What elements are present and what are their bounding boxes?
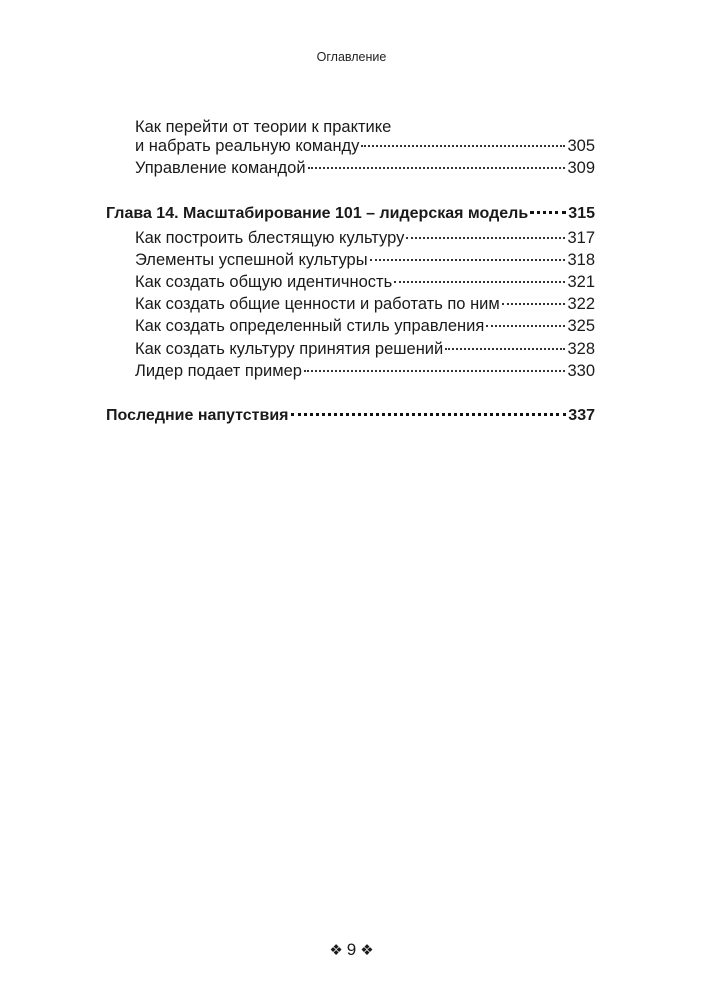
toc-entry[interactable] [135, 360, 595, 382]
dot-leader [530, 211, 566, 214]
page-folio [0, 940, 703, 960]
dot-leader [486, 325, 565, 327]
toc-entry[interactable] [135, 293, 595, 315]
toc-chapter-title: Последние напутствия [106, 407, 289, 424]
ornament-right-icon: ❖ [360, 941, 374, 959]
toc-page-number: 328 [567, 340, 595, 358]
toc-page-number: 321 [567, 273, 595, 291]
dot-leader [445, 348, 565, 350]
toc-entry-title: Как создать культуру принятия решений [135, 340, 444, 358]
toc-chapter-title: Глава 14. Масштабирование 101 – лидерская модель [106, 205, 529, 222]
dot-leader [361, 145, 565, 147]
toc-entry[interactable] [135, 338, 595, 360]
toc-entry[interactable] [135, 249, 595, 271]
toc-entry-title: Как создать общую идентичность [135, 273, 393, 291]
toc-page-number: 322 [567, 295, 595, 313]
toc-entry-title: Как построить блестящую культуру [135, 229, 405, 247]
dot-leader [502, 303, 566, 305]
dot-leader [308, 167, 566, 169]
dot-leader [394, 281, 565, 283]
toc-page-number: 325 [567, 317, 595, 335]
toc-page-number: 330 [567, 362, 595, 380]
toc-page-number: 315 [568, 205, 595, 222]
toc-page-number: 337 [568, 407, 595, 424]
toc-entry-title: и набрать реальную команду [135, 137, 360, 155]
dot-leader [406, 237, 565, 239]
toc-entry-title-line: Как перейти от теории к практике [135, 118, 392, 136]
running-head: Оглавление [316, 50, 387, 64]
toc-entry-title: Как создать общие ценности и работать по ним [135, 295, 500, 313]
toc-entry[interactable] [135, 135, 595, 157]
toc-page-number: 318 [567, 251, 595, 269]
toc-entry-title: Управление командой [135, 159, 306, 177]
toc-entry[interactable] [135, 315, 595, 337]
toc-entry-title: Элементы успешной культуры [135, 251, 368, 269]
page-number: 9 [346, 940, 357, 959]
toc-page-number: 305 [567, 137, 595, 155]
dot-leader [291, 413, 567, 416]
toc-entry[interactable] [135, 227, 595, 249]
toc-entry-title: Как создать определенный стиль управления [135, 317, 485, 335]
dot-leader [370, 259, 566, 261]
toc-chapter-entry[interactable] [106, 203, 595, 225]
toc-entry[interactable] [135, 271, 595, 293]
ornament-left-icon: ❖ [329, 941, 343, 959]
toc-page-number: 309 [567, 159, 595, 177]
toc-entry[interactable] [135, 157, 595, 179]
toc-entry-title: Лидер подает пример [135, 362, 302, 380]
toc-page-number: 317 [567, 229, 595, 247]
toc-chapter-entry[interactable] [106, 405, 595, 427]
dot-leader [304, 370, 566, 372]
